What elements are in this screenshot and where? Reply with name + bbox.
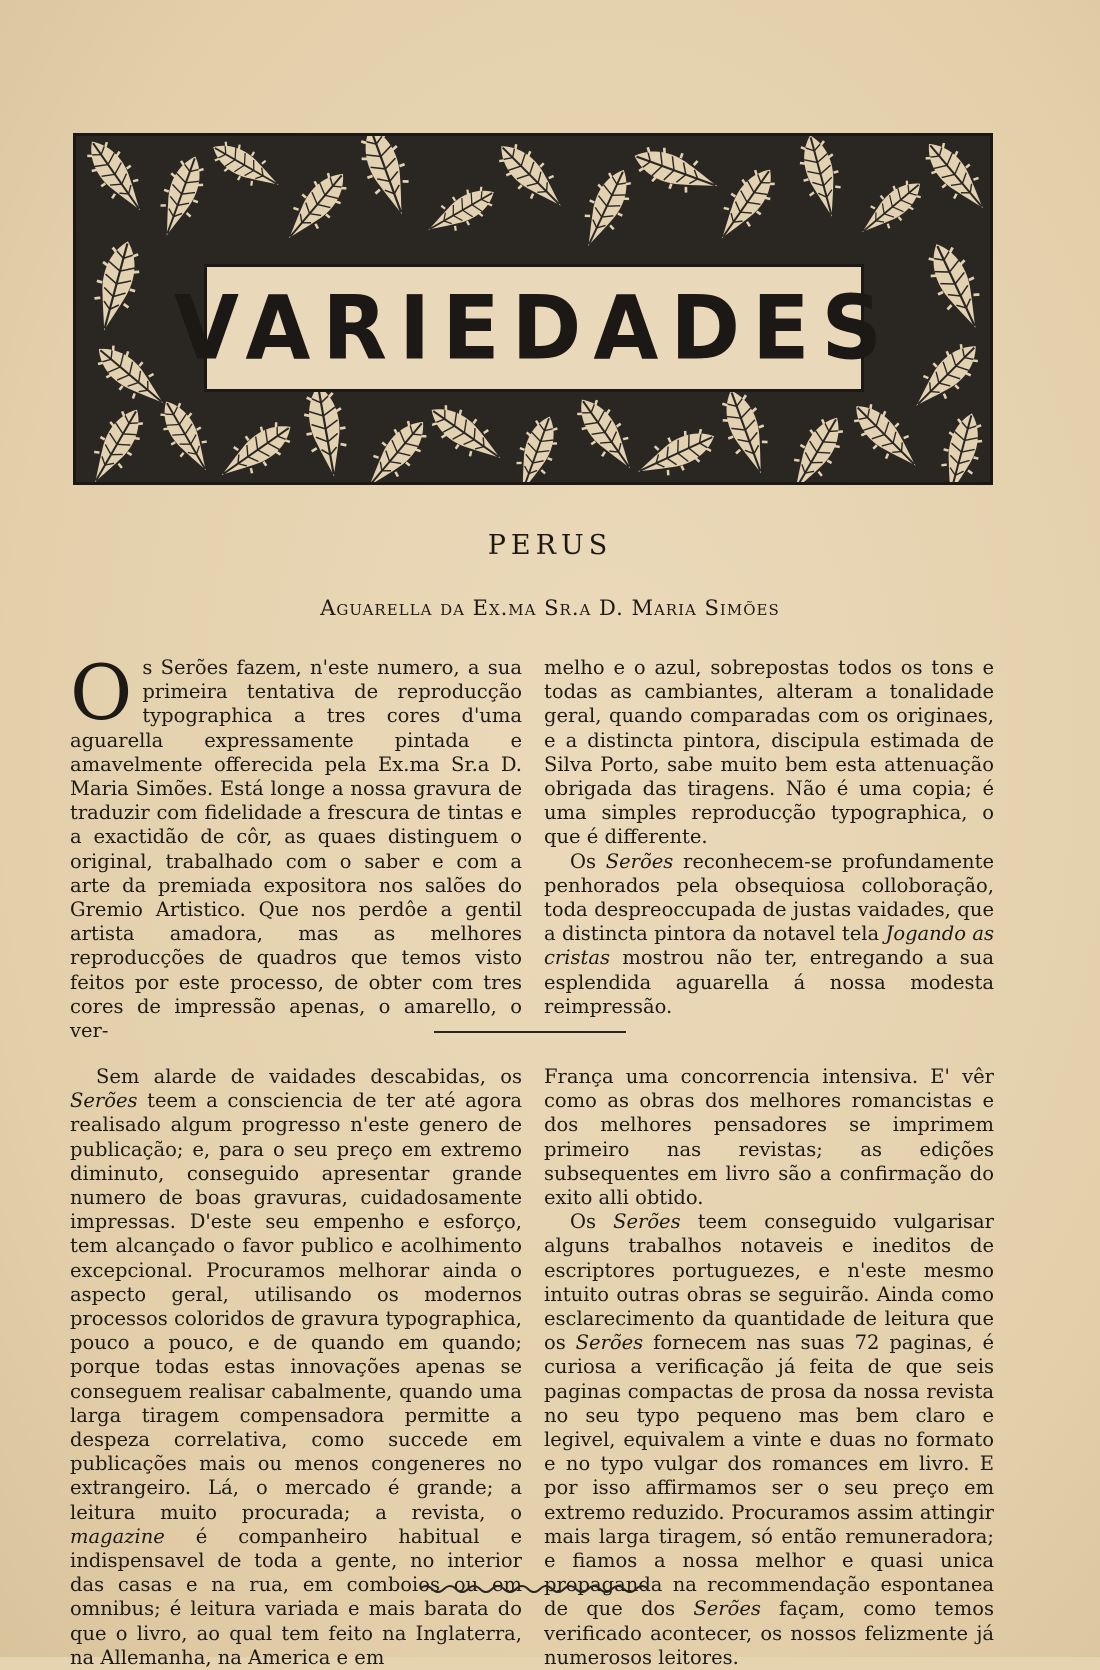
section2-right-column xyxy=(544,1065,994,1670)
section-divider xyxy=(434,1031,626,1033)
section2-right-paragraph-2 xyxy=(544,1210,994,1670)
section2-right-paragraph-1: França uma concorrencia intensiva. E' vêr como as obras dos melhores romancistas e dos melhores pensadores se imprimem primeiro nas revistas; as edições subsequentes em livro são a confirmação do exito alli obtido. xyxy=(544,1065,994,1210)
text-run: Sem alarde de vaidades descabidas, os xyxy=(96,1065,522,1088)
article-title: PERUS xyxy=(487,530,613,561)
section1-right-paragraph-2 xyxy=(544,850,994,1019)
banner-title: VARIEDADES xyxy=(174,276,894,380)
text-run: mostrou não ter, entregando a sua esplendida aguarella á nossa modesta reimpressão. xyxy=(544,946,994,1018)
dropcap: O xyxy=(70,648,133,737)
section1-right-paragraph-1: melho e o azul, sobrepostas todos os tons e todas as cambiantes, alteram a tonalidade geral, quando comparadas com os originaes, e a distincta pintora, discipula estimada de Silva Porto, sabe muito bem esta attenuação obrigada das tiragens. Não é uma copia; é uma simples reproducção typographica, o que é differente. xyxy=(544,656,994,849)
section1-left-paragraph xyxy=(70,648,522,1043)
section1-left-text: s Serões fazem, n'este numero, a sua primeira tentativa de reproducção typographica a tres cores d'uma aguarella expressamente pintada e amavelmente offerecida pela Ex.ma Sr.a D. Maria Simões. Está longe a nossa gravura de traduzir com fidelidade a frescura de tintas e a exactidão de côr, as quaes distinguem o original, trabalhado com o saber e com a arte da premiada expositora nos salões do Gremio Artistico. Que nos perdôe a gentil artista amadora, mas as melhores reproducções de quadros que temos visto feitos por este processo, de obter com tres cores de impressão apenas, o amarello, o ver- xyxy=(70,656,522,1043)
section1-left-column xyxy=(70,648,522,1043)
tail-ornament xyxy=(418,1582,650,1596)
text-run: Os xyxy=(570,1210,614,1234)
italic-run: Jogando as cristas xyxy=(544,922,995,970)
variedades-banner xyxy=(73,133,993,485)
text-run: fornecem nas suas 72 paginas, é curiosa a verificação já feita de que seis paginas compactas de prosa da nossa revista no seu typo pequeno mas bem claro e legivel, equivalem a vinte e duas no formato e no typo vulgar dos romances em livro. E por isso affirmamos ser o seu preço em extremo reduzido. Procuramos assim attingir mais larga tiragem, só então remuneradora; e fiamos a nossa melhor e quasi unica propaganda na recommendação espontanea de que dos xyxy=(544,1331,994,1621)
text-run: façam, como temos verificado acontecer, os nossos felizmente já numerosos leitores. xyxy=(544,1597,994,1669)
text-run: Os xyxy=(570,849,606,873)
italic-run: Serões xyxy=(575,1331,644,1355)
text-run: teem conseguido vulgarisar alguns trabalhos notaveis e ineditos de escriptores portuguezes, e n'este mesmo intuito outras obras se seguirão. Ainda como esclarecimento da quantidade de leitura que os xyxy=(544,1210,994,1355)
section2-left-paragraph xyxy=(70,1065,522,1670)
text-run: é companheiro habitual e indispensavel de toda a gente, no interior das casas e na rua, em comboios ou em omnibus; é leitura variada e mais barata do que o livro, ao qual tem feito na Inglaterra, na Allemanha, na America e em xyxy=(70,1524,522,1669)
italic-run: Serões xyxy=(693,1597,761,1621)
italic-run: magazine xyxy=(70,1524,165,1548)
italic-run: Serões xyxy=(605,849,674,873)
text-run: reconhecem-se profundamente penhorados pela obsequiosa colloboração, toda despreoccupada de justas vaidades, que a distincta pintora da notavel tela xyxy=(544,849,994,946)
text-run: teem a consciencia de ter até agora realisado algum progresso n'este genero de publicação; e, para o seu preço em extremo diminuto, conseguido apresentar grande numero de boas gravuras, cuidadosamente impressas. D'este seu empenho e esforço, tem alcançado o favor publico e acolhimento excepcional. Procuramos melhorar ainda o aspecto geral, utilisando os modernos processos coloridos de gravura typographica, pouco a pouco, e de quando em quando; porque todas estas innovações apenas se conseguem realisar cabalmente, quando uma larga tiragem compensadora permitte a despeza correlativa, como succede em publicações mais ou menos congeneres no extrangeiro. Lá, o mercado é grande; a leitura muito procurada; a revista, o xyxy=(70,1089,522,1524)
italic-run: Serões xyxy=(613,1210,681,1234)
italic-run: Serões xyxy=(70,1089,138,1113)
section2-left-column xyxy=(70,1065,522,1670)
section1-right-column xyxy=(544,656,994,1019)
article-subtitle: Aguarella da Ex.ma Sr.a D. Maria Simões xyxy=(320,596,780,620)
banner-title-box xyxy=(174,264,894,392)
